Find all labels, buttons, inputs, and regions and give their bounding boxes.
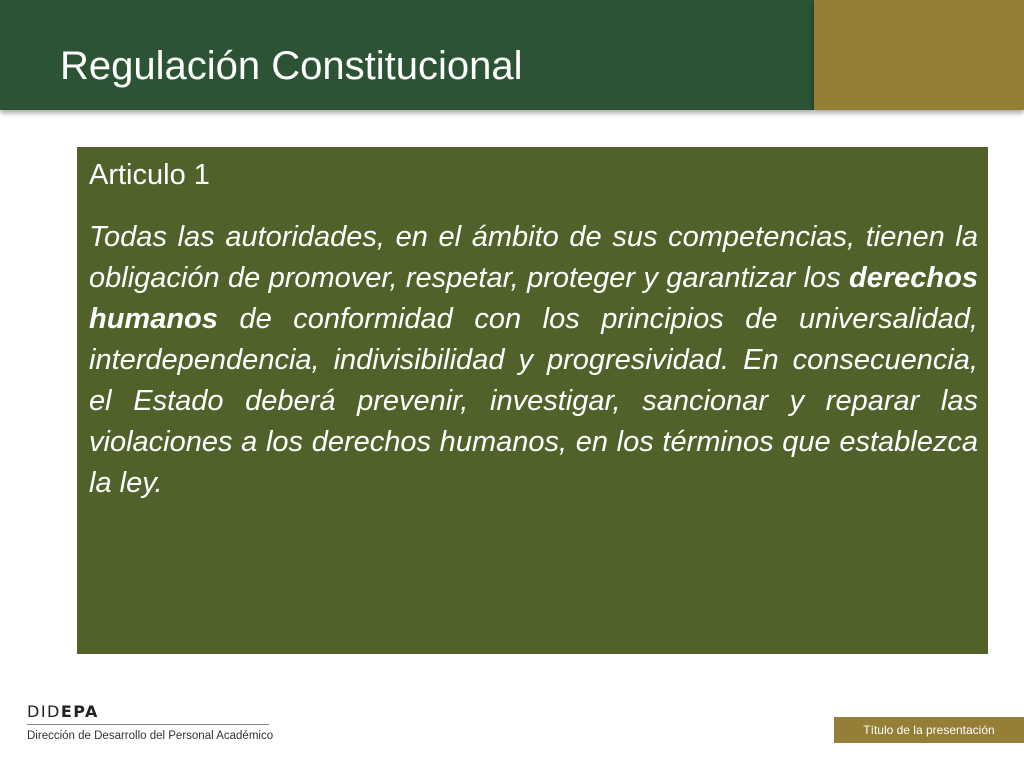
didepa-logo	[27, 703, 272, 743]
logo-mark-light: DID	[27, 702, 61, 721]
article-body-emphasis: derechos humanos	[89, 262, 978, 335]
logo-subtitle: Dirección de Desarrollo del Personal Académico	[27, 730, 274, 742]
presentation-title-tag: Título de la presentación	[834, 717, 1024, 743]
slide-title: Regulación Constitucional	[60, 44, 523, 88]
logo-mark	[27, 703, 272, 721]
article-body-part1: Todas las autoridades, en el ámbito de sus competencias, tienen la obligación de promover, respetar, proteger y garantizar los	[89, 221, 978, 294]
article-heading: Articulo 1	[89, 159, 210, 191]
logo-mark-bold: EPA	[60, 702, 99, 721]
logo-divider	[27, 724, 269, 725]
header-accent-block	[814, 0, 1024, 110]
article-body	[89, 217, 978, 504]
header-band	[0, 0, 814, 110]
article-content-box	[77, 147, 988, 654]
article-body-part2: de conformidad con los principios de universalidad, interdependencia, indivisibilidad y progresividad. En consecuencia, el Estado deberá prevenir, investigar, sancionar y reparar las violaciones a los derechos humanos, en los términos que establezca la ley.	[89, 303, 978, 499]
